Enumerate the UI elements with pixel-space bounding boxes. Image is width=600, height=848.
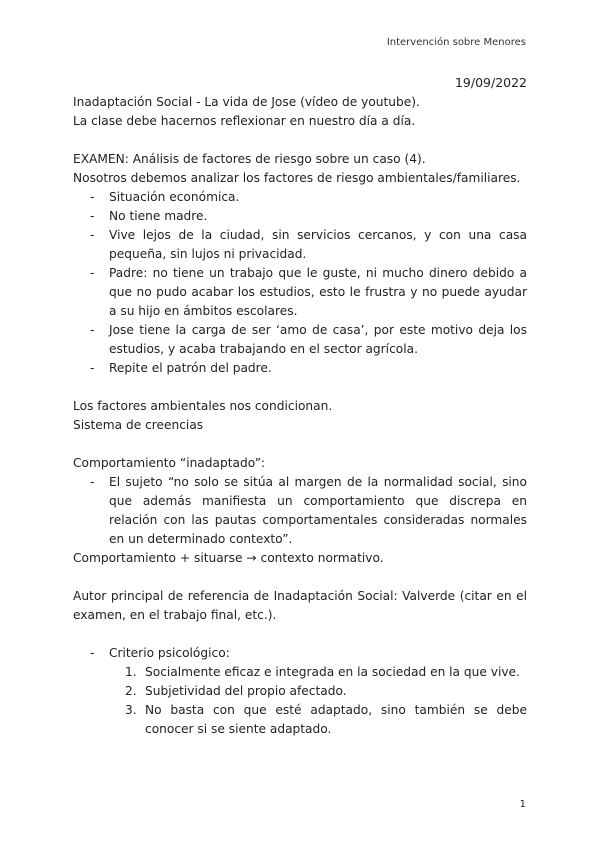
intro-line-1: Inadaptación Social - La vida de Jose (vídeo de youtube). xyxy=(73,95,420,109)
intro-line-2: La clase debe hacernos reflexionar en nuestro día a día. xyxy=(73,114,416,128)
list-item-text: El sujeto “no solo se sitúa al margen de la normalidad social, sino que además manifiesta un comportamiento que discrepa en relación con las pautas comportamentales consideradas normales en un determinado contexto”. xyxy=(109,475,527,546)
numbered-item-text: No basta con que esté adaptado, sino también se debe conocer si se siente adaptado. xyxy=(145,703,527,736)
list-item-text: Jose tiene la carga de ser ‘amo de casa’, por este motivo deja los estudios, y acaba trabajando en el sector agrícola. xyxy=(109,323,527,356)
numbered-item: 2. Subjetividad del propio afectado. xyxy=(125,684,347,698)
numbered-item: 1. Socialmente eficaz e integrada en la sociedad en la que vive. xyxy=(125,665,520,679)
factors-line-2: Sistema de creencias xyxy=(73,418,204,432)
page-header: Intervención sobre Menores xyxy=(386,37,526,48)
list-item: - No tiene madre. xyxy=(90,209,208,223)
numbered-item-text: Socialmente eficaz e integrada en la sociedad en la que vive. xyxy=(145,665,520,679)
behavior-title: Comportamiento “inadaptado”: xyxy=(73,456,266,470)
numbered-item: 3. No basta con que esté adaptado, sino también se debe conocer si se siente adaptado. xyxy=(125,703,527,736)
list-item-text: Vive lejos de la ciudad, sin servicios cercanos, y con una casa pequeña, sin lujos ni privacidad. xyxy=(109,228,527,261)
exam-lead: Nosotros debemos analizar los factores de riesgo ambientales/familiares. xyxy=(73,171,521,185)
list-item: - El sujeto “no solo se sitúa al margen de la normalidad social, sino que además manifiesta un comportamiento que discrepa en relación con las pautas comportamentales consideradas normales en un determinado contexto”. xyxy=(90,475,527,546)
note-date: 19/09/2022 xyxy=(454,75,527,90)
numbered-item-text: Subjetividad del propio afectado. xyxy=(145,684,347,698)
list-item-text: Repite el patrón del padre. xyxy=(109,361,272,375)
list-item-text: No tiene madre. xyxy=(109,209,208,223)
list-item-text: Situación económica. xyxy=(109,190,240,204)
page-number: 1 xyxy=(519,799,526,810)
list-item: - Repite el patrón del padre. xyxy=(90,361,272,375)
note-content xyxy=(73,93,527,739)
criterion-title: Criterio psicológico: xyxy=(109,646,230,660)
list-item-text: Padre: no tiene un trabajo que le guste, ni mucho dinero debido a que no pudo acabar los estudios, esto le frustra y no puede ayudar a su hijo en ámbitos escolares. xyxy=(109,266,527,318)
author-paragraph: Autor principal de referencia de Inadaptación Social: Valverde (citar en el examen, en el trabajo final, etc.). xyxy=(73,589,527,622)
factors-line-1: Los factores ambientales nos condicionan. xyxy=(73,399,333,413)
exam-title: EXAMEN: Análisis de factores de riesgo sobre un caso (4). xyxy=(73,152,426,166)
list-item: - Situación económica. xyxy=(90,190,240,204)
list-item: - Padre: no tiene un trabajo que le guste, ni mucho dinero debido a que no pudo acabar los estudios, esto le frustra y no puede ayudar a su hijo en ámbitos escolares. xyxy=(90,266,527,318)
list-item: - Vive lejos de la ciudad, sin servicios cercanos, y con una casa pequeña, sin lujos ni privacidad. xyxy=(90,228,527,261)
list-item: - Criterio psicológico: xyxy=(90,646,230,660)
list-item: - Jose tiene la carga de ser ‘amo de casa’, por este motivo deja los estudios, y acaba trabajando en el sector agrícola. xyxy=(90,323,527,356)
behavior-formula: Comportamiento + situarse → contexto normativo. xyxy=(73,551,384,565)
